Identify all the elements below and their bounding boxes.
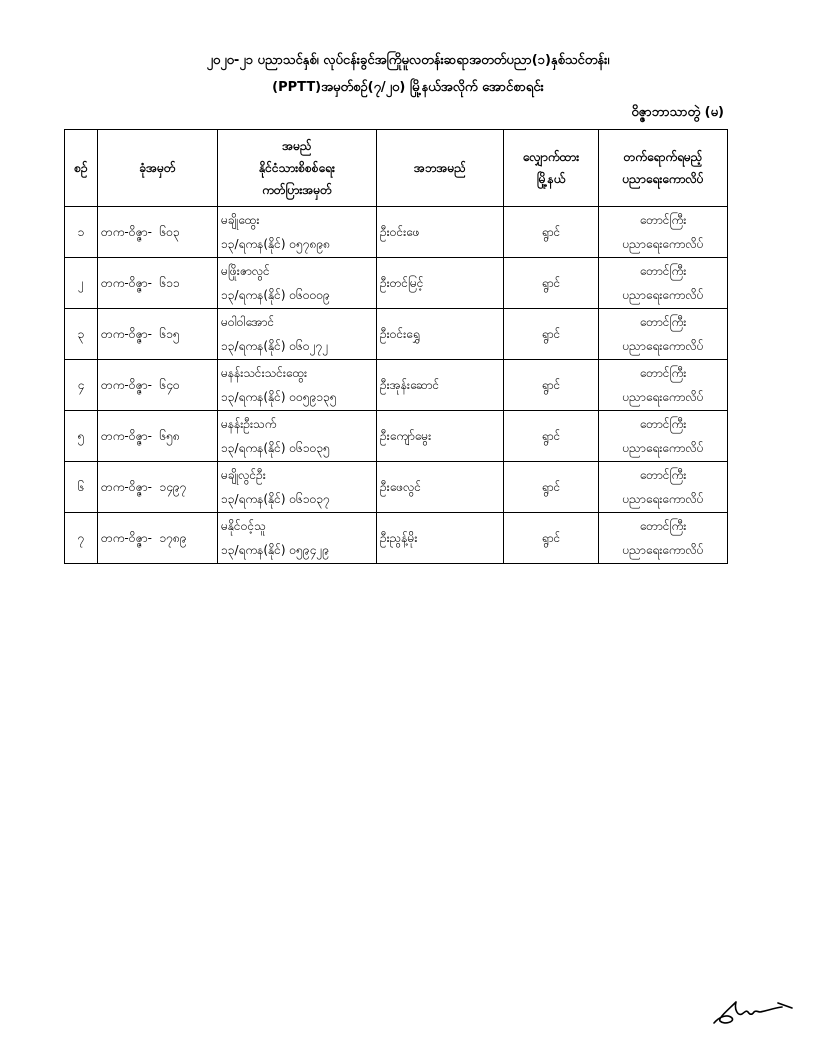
cell-college: [599, 411, 728, 462]
cell-township: ရွာင်: [504, 462, 599, 513]
header-roll: ခုံအမှတ်: [98, 130, 218, 207]
cell-township: ရွာင်: [504, 309, 599, 360]
table-row: [65, 462, 728, 513]
student-nrc: ၁၃/ရကန(နိုင်) ၀၀၅၉၁၃၅: [221, 390, 337, 404]
cell-name: [218, 462, 377, 513]
header-college: [599, 130, 728, 207]
student-nrc: ၁၃/ရကန(နိုင်) ၀၆၀၀၀၉: [221, 288, 330, 302]
roll-number: ၆၁၁: [159, 276, 180, 290]
header-name: [218, 130, 377, 207]
cell-roll: [98, 360, 218, 411]
table-row: [65, 258, 728, 309]
table-row: [65, 360, 728, 411]
student-nrc: ၁၃/ရကန(နိုင်) ၀၆၀၂၇၂: [221, 339, 329, 353]
roll-number: ၁၇၈၉: [159, 531, 187, 545]
cell-father: ဦးဝင်းရွှေ: [377, 309, 504, 360]
student-name: မနန်းဦးသက်: [221, 417, 277, 431]
cell-roll: [98, 258, 218, 309]
header-no: စဉ်: [65, 130, 98, 207]
cell-name: [218, 309, 377, 360]
roll-number: ၆၅၈: [159, 429, 180, 443]
college-line1: တောင်ကြီး: [639, 519, 687, 533]
college-line1: တောင်ကြီး: [639, 468, 687, 482]
cell-father: ဦးအုန်းဆောင်: [377, 360, 504, 411]
cell-township: ရွာင်: [504, 258, 599, 309]
title-line-2: (PPTT)အမှတ်စဉ်(၇/၂၀) မြို့နယ်အလိုက် အောင်စာရင်း: [272, 80, 544, 95]
college-line1: တောင်ကြီး: [639, 213, 687, 227]
college-line2: ပညာရေးကောလိပ်: [622, 237, 704, 251]
cell-no: ၁: [65, 207, 98, 258]
college-line2: ပညာရေးကောလိပ်: [622, 492, 704, 506]
student-name: မနန်းသင်းသင်းထွေး: [221, 366, 308, 380]
cell-college: [599, 207, 728, 258]
roll-number: ၆၁၅: [159, 327, 180, 341]
table-header-row: [65, 130, 728, 207]
cell-college: [599, 513, 728, 564]
signature: [710, 996, 796, 1028]
college-line2: ပညာရေးကောလိပ်: [622, 288, 704, 302]
subject-label: ဝိဇ္ဇာဘာသာတွဲ (မ): [631, 105, 724, 120]
roll-prefix: တက-ဝိဇ္ဇာ-: [101, 276, 152, 290]
table-row: [65, 207, 728, 258]
cell-no: ၇: [65, 513, 98, 564]
roll-prefix: တက-ဝိဇ္ဇာ-: [101, 327, 152, 341]
college-line2: ပညာရေးကောလိပ်: [622, 390, 704, 404]
header-name-line3: ကတ်ပြားအမှတ်: [262, 183, 332, 197]
cell-no: ၄: [65, 360, 98, 411]
cell-name: [218, 360, 377, 411]
cell-township: ရွာင်: [504, 207, 599, 258]
cell-no: ၃: [65, 309, 98, 360]
cell-no: ၅: [65, 411, 98, 462]
roll-prefix: တက-ဝိဇ္ဇာ-: [101, 378, 152, 392]
cell-roll: [98, 513, 218, 564]
cell-township: ရွာင်: [504, 411, 599, 462]
table-row: [65, 309, 728, 360]
cell-name: [218, 411, 377, 462]
header-township-line1: လျှောက်ထား: [522, 150, 580, 164]
roll-prefix: တက-ဝိဇ္ဇာ-: [101, 531, 152, 545]
cell-college: [599, 309, 728, 360]
cell-father: ဦးဝင်းဖေ: [377, 207, 504, 258]
college-line1: တောင်ကြီး: [639, 264, 687, 278]
cell-college: [599, 258, 728, 309]
roll-prefix: တက-ဝိဇ္ဇာ-: [101, 429, 152, 443]
header-college-line1: တက်ရောက်ရမည့်: [623, 150, 703, 164]
cell-no: ၂: [65, 258, 98, 309]
table-row: [65, 513, 728, 564]
cell-roll: [98, 462, 218, 513]
cell-township: ရွာင်: [504, 513, 599, 564]
header-name-line2: နိုင်ငံသားစိစစ်ရေး: [259, 161, 335, 175]
student-name: မဝါဝါအောင်: [221, 315, 275, 329]
title-line-1: ၂၀၂၀-၂၁ ပညာသင်နှစ်၊ လုပ်ငန်းခွင်အကြိုမူလတန်းဆရာအတတ်ပညာ(၁)နှစ်သင်တန်း၊: [206, 53, 610, 68]
college-line1: တောင်ကြီး: [639, 417, 687, 431]
header-father: အဘအမည်: [377, 130, 504, 207]
header-township-line2: မြို့နယ်: [536, 172, 566, 186]
student-nrc: ၁၃/ရကန(နိုင်) ၀၅၇၈၉၈: [221, 237, 331, 251]
student-nrc: ၁၃/ရကန(နိုင်) ၀၅၉၄၂၉: [221, 543, 330, 557]
roll-number: ၆၀၃: [159, 225, 180, 239]
cell-father: ဦးကျော်မွေး: [377, 411, 504, 462]
college-line1: တောင်ကြီး: [639, 366, 687, 380]
cell-township: ရွာင်: [504, 360, 599, 411]
student-name: မနိုင်ဝင့်သူ: [221, 519, 266, 533]
header-name-line1: အမည်: [282, 139, 312, 153]
cell-no: ၆: [65, 462, 98, 513]
header-township: [504, 130, 599, 207]
roll-number: ၆၄၀: [159, 378, 180, 392]
roll-prefix: တက-ဝိဇ္ဇာ-: [101, 225, 152, 239]
student-name: မဖြိုးဇာလွင်: [221, 264, 270, 278]
cell-father: ဦးတင်မြင့်: [377, 258, 504, 309]
cell-roll: [98, 411, 218, 462]
header-college-line2: ပညာရေးကောလိပ်: [622, 172, 704, 186]
student-nrc: ၁၃/ရကန(နိုင်) ၀၆၁၀၃၅: [221, 441, 330, 455]
cell-father: ဦးညွန့်မိုး: [377, 513, 504, 564]
cell-name: [218, 258, 377, 309]
college-line2: ပညာရေးကောလိပ်: [622, 543, 704, 557]
college-line2: ပညာရေးကောလိပ်: [622, 441, 704, 455]
cell-father: ဦးဖေလွင်: [377, 462, 504, 513]
student-nrc: ၁၃/ရကန(နိုင်) ၀၆၁၀၃၇: [221, 492, 330, 506]
roll-number: ၁၄၉၇: [159, 480, 187, 494]
table-row: [65, 411, 728, 462]
cell-college: [599, 462, 728, 513]
cell-college: [599, 360, 728, 411]
cell-roll: [98, 207, 218, 258]
cell-name: [218, 207, 377, 258]
roll-prefix: တက-ဝိဇ္ဇာ-: [101, 480, 152, 494]
college-line1: တောင်ကြီး: [639, 315, 687, 329]
student-name: မချိုထွေး: [221, 213, 260, 227]
student-name: မချိုလွင်ဦး: [221, 468, 266, 482]
college-line2: ပညာရေးကောလိပ်: [622, 339, 704, 353]
cell-roll: [98, 309, 218, 360]
results-table: [64, 129, 728, 564]
cell-name: [218, 513, 377, 564]
